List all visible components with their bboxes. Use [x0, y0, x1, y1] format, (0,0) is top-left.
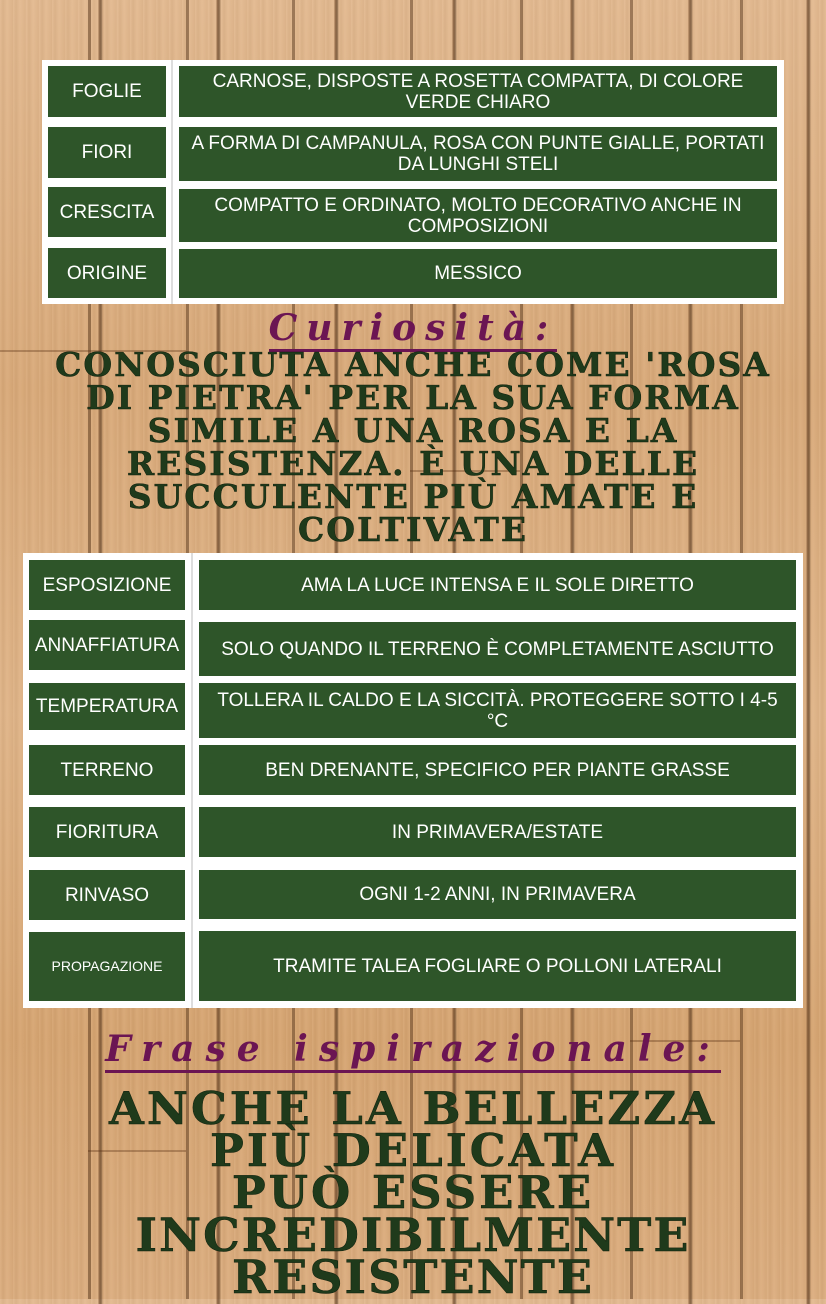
- crescita-value: COMPATTO E ORDINATO, MOLTO DECORATIVO ANCHE IN COMPOSIZIONI: [179, 189, 777, 242]
- esposizione-value: AMA LA LUCE INTENSA E IL SOLE DIRETTO: [199, 560, 796, 610]
- fiori-value: A FORMA DI CAMPANULA, ROSA CON PUNTE GIALLE, PORTATI DA LUNGHI STELI: [179, 127, 777, 181]
- characteristics-table: [42, 60, 784, 304]
- terreno-value: BEN DRENANTE, SPECIFICO PER PIANTE GRASSE: [199, 745, 796, 795]
- origine-value: MESSICO: [179, 249, 777, 298]
- frase-line: INCREDIBILMENTE RESISTENTE: [135, 1208, 691, 1304]
- curiosita-line: CONOSCIUTA ANCHE COME 'ROSA: [55, 345, 771, 384]
- annaffiatura-label: ANNAFFIATURA: [29, 620, 185, 670]
- care-table: [23, 553, 803, 1008]
- foglie-label: FOGLIE: [48, 66, 166, 117]
- frase-line: PIÙ DELICATA: [209, 1124, 617, 1177]
- temperatura-value: TOLLERA IL CALDO E LA SICCITÀ. PROTEGGERE SOTTO I 4-5 °C: [199, 683, 796, 738]
- terreno-label: TERRENO: [29, 745, 185, 795]
- frase-heading-text: Frase ispirazionale:: [105, 1028, 721, 1073]
- origine-label: ORIGINE: [48, 248, 166, 298]
- curiosita-heading: [0, 306, 826, 350]
- rinvaso-label: RINVASO: [29, 870, 185, 920]
- curiosita-text: [0, 345, 826, 549]
- curiosita-line: SUCCULENTE PIÙ AMATE E: [127, 477, 699, 516]
- annaffiatura-value: SOLO QUANDO IL TERRENO È COMPLETAMENTE ASCIUTTO: [199, 622, 796, 676]
- curiosita-line: SIMILE A UNA ROSA E LA: [147, 411, 679, 450]
- table-divider: [191, 553, 193, 1008]
- rinvaso-value: OGNI 1-2 ANNI, IN PRIMAVERA: [199, 870, 796, 919]
- curiosita-heading-text: Curiosità:: [269, 307, 558, 352]
- curiosita-line: COLTIVATE: [297, 510, 529, 549]
- table-divider: [171, 60, 173, 304]
- temperatura-label: TEMPERATURA: [29, 683, 185, 730]
- propagazione-value: TRAMITE TALEA FOGLIARE O POLLONI LATERALI: [199, 931, 796, 1001]
- curiosita-line: RESISTENZA. È UNA DELLE: [126, 444, 700, 483]
- fioritura-label: FIORITURA: [29, 807, 185, 857]
- foglie-value: CARNOSE, DISPOSTE A ROSETTA COMPATTA, DI COLORE VERDE CHIARO: [179, 66, 777, 117]
- fiori-label: FIORI: [48, 127, 166, 178]
- fioritura-value: IN PRIMAVERA/ESTATE: [199, 807, 796, 857]
- frase-line: ANCHE LA BELLEZZA: [108, 1082, 718, 1135]
- curiosita-line: DI PIETRA' PER LA SUA FORMA: [86, 378, 740, 417]
- crescita-label: CRESCITA: [48, 187, 166, 237]
- frase-line: PUÒ ESSERE: [231, 1166, 595, 1219]
- frase-text: [0, 1082, 826, 1304]
- esposizione-label: ESPOSIZIONE: [29, 560, 185, 610]
- propagazione-label: PROPAGAZIONE: [29, 932, 185, 1001]
- frase-heading: [0, 1026, 826, 1072]
